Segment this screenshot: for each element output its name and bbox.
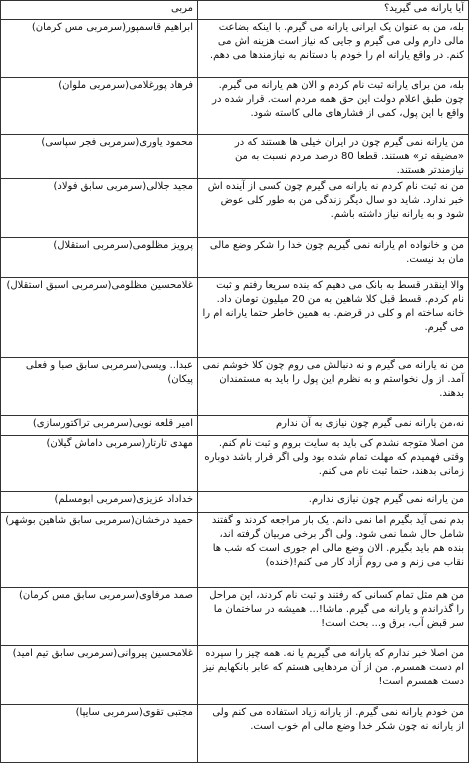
coach-name-cell: امیر قلعه نویی(سرمربی تراکتورسازی) [1,416,198,436]
answer-cell: بدم نمی آید بگیرم اما نمی دانم. یک بار مراجعه کردند و گفتند شامل حال شما نمی شود. ولی اگر برخی مربیان گرفته اند، بنده هم باید بگیرم. الان وضع مالی ام جوری است که شب ها نقاب می زنم و می روم آزاد کار می کنم!(خنده) [198,513,469,588]
coach-name-cell: مجتبی تقوی(سرمربی سایپا) [1,705,198,763]
coach-name-cell: حمید درخشان(سرمربی سابق شاهین بوشهر) [1,513,198,588]
table-row [1,646,469,705]
answer-cell: من خودم یارانه نمی گیرم. از یارانه زیاد استفاده می کنم ولی از یارانه نه چون شکر خدا وضع مالی ام خوب است. [198,705,469,763]
table-row [1,436,469,492]
header-row [1,1,469,20]
table-row [1,20,469,78]
answer-cell: من یارانه نمی گیرم چون در ایران خیلی ها هستند که در «مضیقه تر» هستند. قطعا 80 درصد مردم نسبت به من نیازمندتر هستند. [198,135,469,179]
coach-name-cell: فرهاد پورغلامی(سرمربی ملوان) [1,78,198,135]
coach-name-cell: خداداد عزیزی(سرمربی ابومسلم) [1,492,198,513]
coach-name-cell: غلامحسین مظلومی(سرمربی اسبق استقلال) [1,278,198,358]
coach-name-cell: مجید جلالی(سرمربی سابق فولاد) [1,179,198,238]
table-row [1,78,469,135]
coach-name-cell: محمود یاوری(سرمربی فجر سپاسی) [1,135,198,179]
table-row [1,705,469,763]
coach-name-cell: پرویز مظلومی(سرمربی استقلال) [1,238,198,278]
answer-cell: من و خانواده ام یارانه نمی گیریم چون خدا را شکر وضع مالی مان بد نیست. [198,238,469,278]
table-row [1,278,469,358]
table-row [1,588,469,646]
answer-cell: من هم مثل تمام کسانی که رفتند و ثبت نام کردند، این مراحل را گذراندم و یارانه می گیرم. ماشا!... همیشه در ساختمان ما سر قبض آب، برق و... بحث است! [198,588,469,646]
table-row [1,135,469,179]
answer-cell: من نه یارانه می گیرم و نه دنبالش می روم چون کلا خوشم نمی آمد. از ول نخواستم و به نظرم این پول را باید به مستمندان بدهند. [198,358,469,416]
answer-cell: بله، من برای یارانه ثبت نام کردم و الان هم یارانه می گیرم. چون طبق اعلام دولت این حق همه مردم است. قرار شده در واقع با این پول، کمی از فشارهای مالی کاسته شود. [198,78,469,135]
answer-cell: من یارانه نمی گیرم چون نیازی ندارم. [198,492,469,513]
coach-name-cell: عبدا.. ویسی(سرمربی سابق صبا و فعلی پیکان) [1,358,198,416]
answer-cell: من اصلا متوجه نشدم کی باید به سایت بروم و ثبت نام کنم. وقتی فهمیدم که مهلت تمام شده بود ولی اگر قرار باشد دوباره زمانی بدهند، حتما ثبت نام می کنم. [198,436,469,492]
table-row [1,416,469,436]
table-row [1,492,469,513]
coach-name-cell: مهدی تارتار(سرمربی داماش گیلان) [1,436,198,492]
table-row [1,238,469,278]
coach-name-cell: غلامحسین پیروانی(سرمربی سابق تیم امید) [1,646,198,705]
coach-name-cell: صمد مرفاوی(سرمربی سابق مس کرمان) [1,588,198,646]
answer-cell: والا اینقدر قسط به بانک می دهیم که بنده سریعا رفتم و ثبت نام کردم. قسط قبل کلا شاهین به من 20 میلیون تومان داد. خانه ساخته ام و کلی در قرضم. به همین خاطر حتما یارانه ام را می گیرم. [198,278,469,358]
coach-name-cell: ابراهیم قاسمپور(سرمربی مس کرمان) [1,20,198,78]
coach-header: مربی [1,1,198,20]
answer-cell: نه،من یارانه نمی گیرم چون نیازی به آن ندارم [198,416,469,436]
table-row [1,179,469,238]
table-row [1,358,469,416]
answer-cell: من نه ثبت نام کردم نه یارانه می گیرم چون کسی از آینده اش خبر ندارد. شاید دو سال دیگر زندگی من به طور کلی عوض شود و به یارانه نیاز داشته باشم. [198,179,469,238]
question-header: آیا یارانه می گیرید؟ [198,1,469,20]
table-row [1,513,469,588]
answer-cell: بله، من به عنوان یک ایرانی یارانه می گیرم. با اینکه بضاعت مالی دارم ولی می گیرم و جایی که نیاز است هزینه اش می کنم. در واقع یارانه ام را خودم با دستانم به نیازمندها می دهم. [198,20,469,78]
answer-cell: من اصلا خبر ندارم که یارانه می گیریم یا نه. همه چیز را سپرده ام دست همسرم. من از آن مردهایی هستم که عابر بانکهایم نیز دست همسرم است! [198,646,469,705]
